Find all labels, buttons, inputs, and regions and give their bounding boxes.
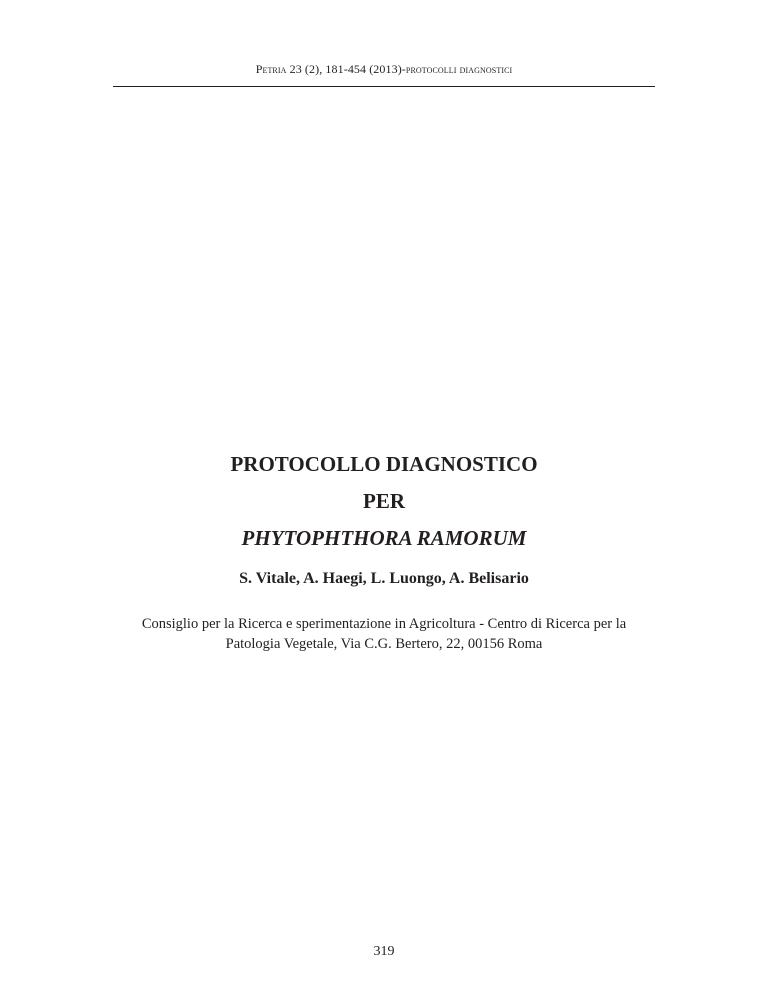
journal-citation: 23 (2), 181-454 (2013)- [289,62,406,76]
title-line-3: PHYTOPHTHORA RAMORUM [241,526,527,550]
affiliation [103,614,665,654]
title-line-2: PER [363,489,405,513]
title-line-1: PROTOCOLLO DIAGNOSTICO [230,452,538,476]
journal-name: Petria [255,62,287,76]
affiliation-line-2: Patologia Vegetale, Via C.G. Bertero, 22, 00156 Roma [225,636,543,652]
header-rule [113,86,655,87]
article-title [113,454,655,549]
authors: S. Vitale, A. Haegi, L. Luongo, A. Belisario [239,570,529,587]
journal-section: protocolli diagnostici [405,62,513,76]
page-number: 319 [373,944,395,959]
running-header [113,62,655,77]
affiliation-line-1: Consiglio per la Ricerca e sperimentazione in Agricoltura - Centro di Ricerca per la [141,616,627,632]
